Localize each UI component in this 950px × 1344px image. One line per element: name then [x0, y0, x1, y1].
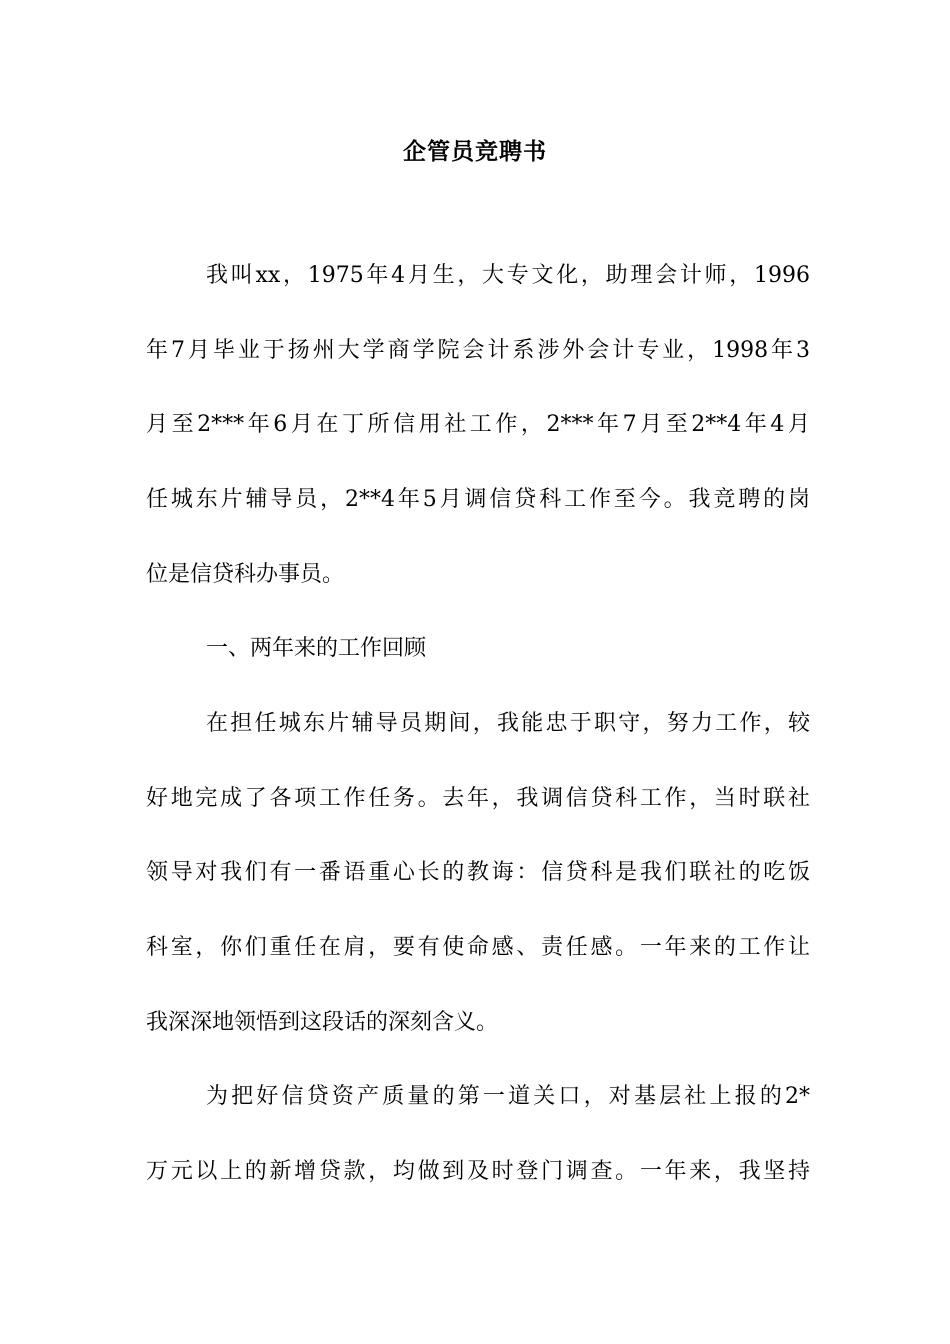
paragraph-line: 我叫xx，1975年4月生，大专文化，助理会计师，1996 — [206, 263, 810, 288]
paragraph-line: 月至2***年6月在丁所信用社工作，2***年7月至2**4年4月 — [146, 412, 810, 437]
paragraph-line: 位是信贷科办事员。 — [146, 562, 345, 587]
paragraph-line: 我深深地领悟到这段话的深刻含义。 — [146, 1010, 499, 1035]
paragraph-line: 任城东片辅导员，2**4年5月调信贷科工作至今。我竞聘的岗 — [146, 487, 810, 512]
paragraph-line: 在担任城东片辅导员期间，我能忠于职守，努力工作，较 — [206, 711, 810, 736]
section-heading: 一、两年来的工作回顾 — [206, 636, 427, 661]
paragraph-line: 为把好信贷资产质量的第一道关口，对基层社上报的2* — [206, 1084, 810, 1109]
document-title: 企管员竞聘书 — [403, 138, 547, 165]
paragraph-line: 科室，你们重任在肩，要有使命感、责任感。一年来的工作让 — [146, 935, 810, 960]
paragraph-line: 年7月毕业于扬州大学商学院会计系涉外会计专业，1998年3 — [146, 338, 810, 363]
paragraph-line: 好地完成了各项工作任务。去年，我调信贷科工作，当时联社 — [146, 786, 810, 811]
paragraph-line: 万元以上的新增贷款，均做到及时登门调查。一年来，我坚持 — [146, 1159, 810, 1184]
paragraph-line: 领导对我们有一番语重心长的教诲：信贷科是我们联社的吃饭 — [146, 860, 810, 885]
